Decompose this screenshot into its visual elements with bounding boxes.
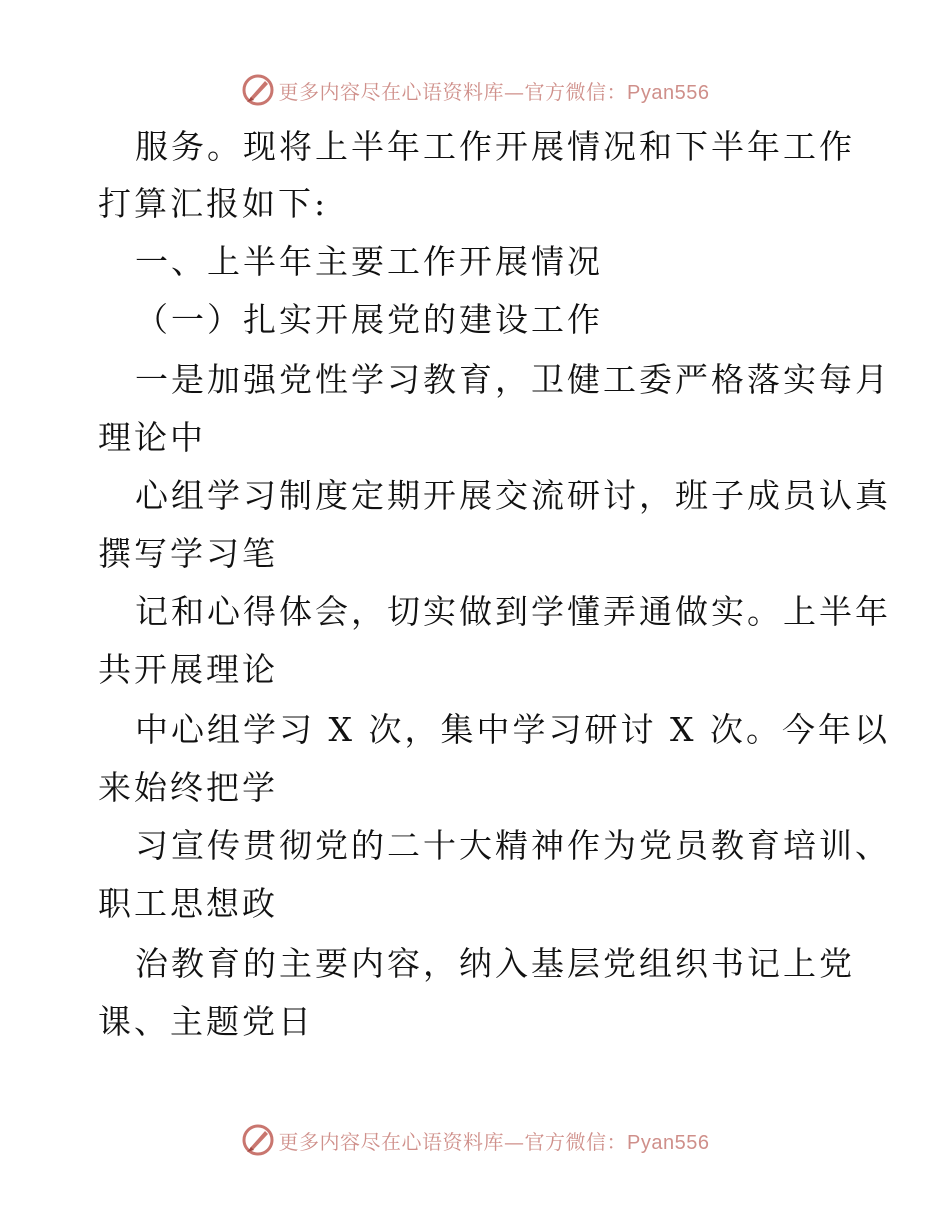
paragraph-line: 记和心得体会，切实做到学懂弄通做实。上半年 — [135, 592, 891, 631]
header-watermark — [0, 72, 950, 108]
paragraph-line: 习宣传贯彻党的二十大精神作为党员教育培训、 — [135, 826, 891, 865]
subsection-heading: （一）扎实开展党的建设工作 — [135, 300, 603, 339]
paragraph-line: 来始终把学 — [98, 768, 278, 807]
watermark-text: 更多内容尽在心语资料库—官方微信：Pyan556 — [278, 79, 710, 104]
watermark-text: 更多内容尽在心语资料库—官方微信：Pyan556 — [278, 1129, 710, 1154]
paragraph-line: 撰写学习笔 — [98, 534, 278, 573]
paragraph-line: 共开展理论 — [98, 650, 278, 689]
paragraph-line: 职工思想政 — [98, 884, 278, 923]
quill-pen-seal-icon — [241, 73, 275, 107]
paragraph-line: 课、主题党日 — [98, 1002, 314, 1041]
paragraph-line: 打算汇报如下: — [98, 184, 329, 223]
footer-watermark — [0, 1122, 950, 1158]
quill-pen-seal-icon — [241, 1123, 275, 1157]
paragraph-line: 理论中 — [98, 418, 206, 457]
paragraph-line: 服务。现将上半年工作开展情况和下半年工作 — [135, 127, 855, 166]
paragraph-line: 治教育的主要内容，纳入基层党组织书记上党 — [135, 944, 855, 983]
paragraph-line: 中心组学习 X 次，集中学习研讨 X 次。今年以 — [135, 710, 890, 749]
section-heading: 一、上半年主要工作开展情况 — [135, 242, 603, 281]
paragraph-line: 一是加强党性学习教育，卫健工委严格落实每月 — [135, 360, 891, 399]
paragraph-line: 心组学习制度定期开展交流研讨，班子成员认真 — [135, 476, 891, 515]
